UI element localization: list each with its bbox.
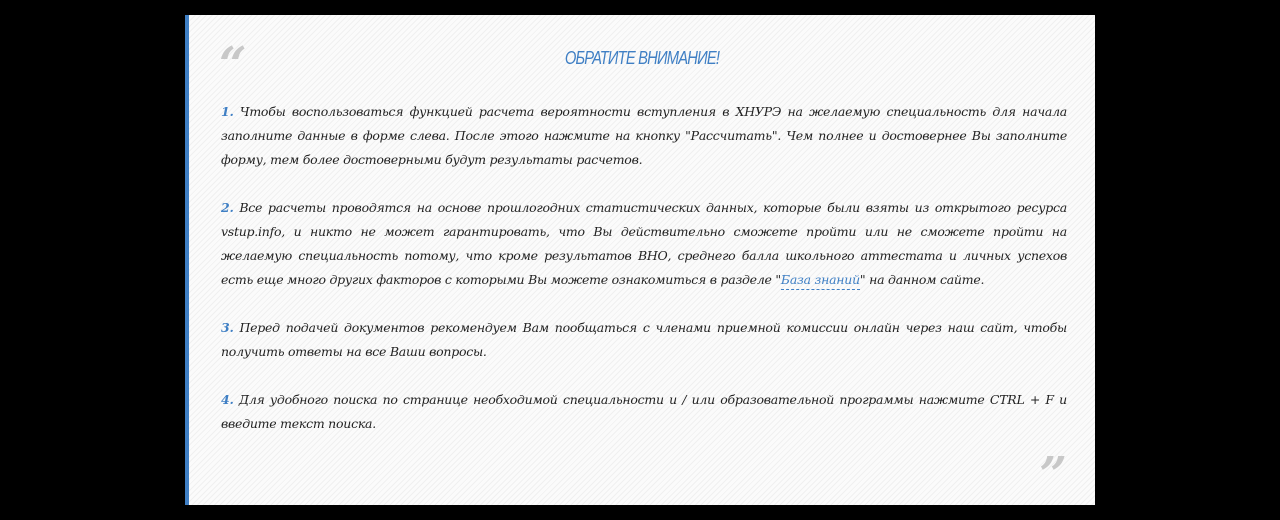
knowledge-base-link[interactable]: База знаний (781, 272, 860, 290)
notice-panel (185, 15, 1095, 505)
close-quote-icon: ” (1039, 447, 1067, 503)
item-number: 3. (221, 320, 234, 335)
item-text-after: " на данном сайте. (859, 272, 985, 287)
notice-item-2 (221, 196, 1067, 292)
item-text: Перед подачей документов рекомендуем Вам пообщаться с членами приемной комиссии онлайн через наш сайт, чтобы получить ответы на все Ваши вопросы. (221, 320, 1067, 359)
item-number: 1. (221, 104, 234, 119)
notice-item-1 (221, 100, 1067, 172)
item-text: Чтобы воспользоваться функцией расчета вероятности вступления в ХНУРЭ на желаемую специальность для начала заполните данные в форме слева. После этого нажмите на кнопку "Рассчитать". Чем полнее и достовернее Вы заполните форму, тем более достоверными будут результаты расчетов. (221, 104, 1067, 167)
notice-item-4 (221, 388, 1067, 436)
item-text: Для удобного поиска по странице необходимой специальности и / или образовательной программы нажмите CTRL + F и введите текст поиска. (221, 392, 1067, 431)
notice-item-3 (221, 316, 1067, 364)
item-text: Все расчеты проводятся на основе прошлогодних статистических данных, которые были взяты из открытого ресурса vstup.info, и никто не может гарантировать, что Вы действительно сможете пройти или не сможете пройти на желаемую специальность потому, что кроме результатов ВНО, среднего балла школьного аттестата и личных успехов есть еще много других факторов с которыми Вы можете ознакомиться в разделе " (221, 200, 1067, 287)
notice-items (221, 100, 1067, 460)
notice-title: ОБРАТИТЕ ВНИМАНИЕ! (564, 48, 720, 68)
item-number: 2. (221, 200, 234, 215)
open-quote-icon: “ (219, 37, 247, 93)
item-number: 4. (221, 392, 234, 407)
